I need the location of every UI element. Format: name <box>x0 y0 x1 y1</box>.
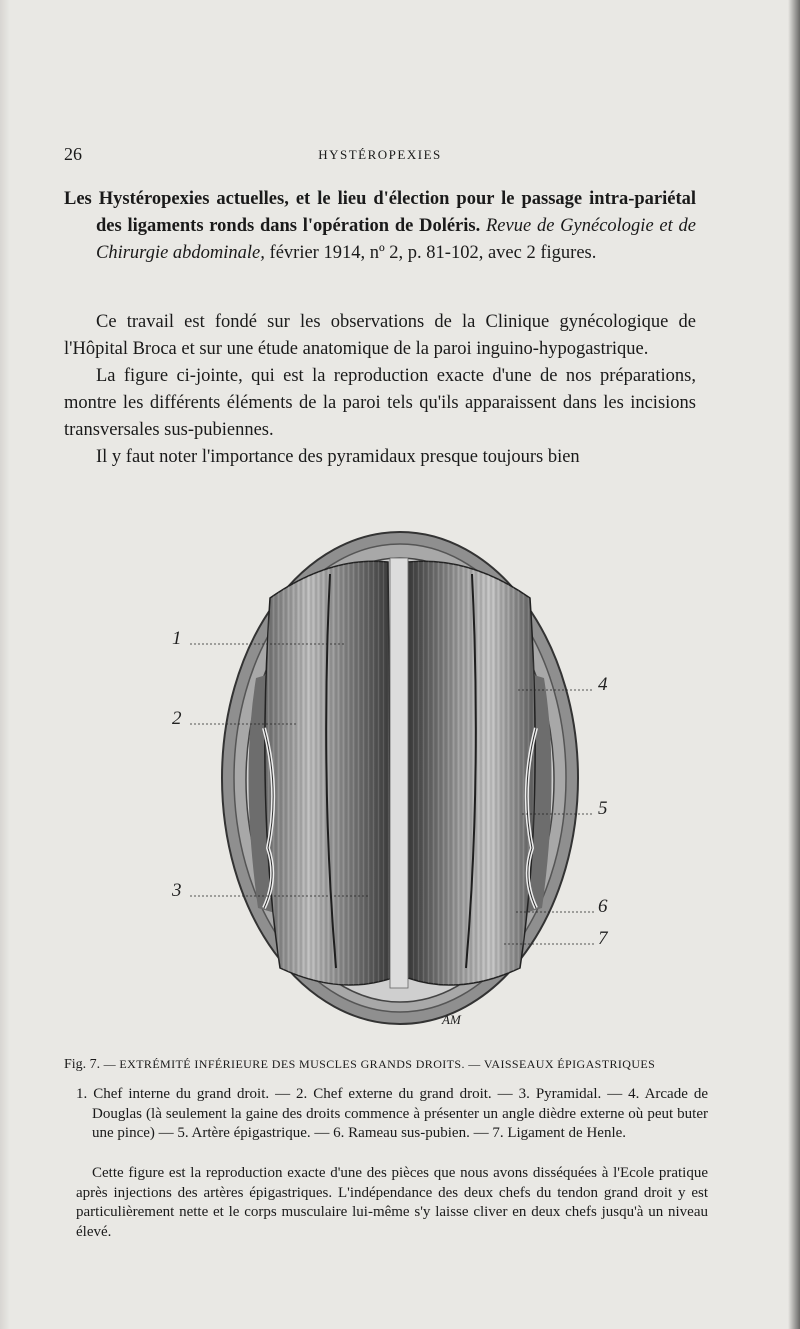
page-header <box>64 144 696 166</box>
publication-details: février 1914, nº 2, p. 81-102, avec 2 figures. <box>269 243 597 263</box>
bibliography-entry <box>64 186 696 267</box>
callout-5: 5 <box>598 798 608 819</box>
journal-name: Revue de Gynécologie et de Chirurgie abdominale, <box>96 216 696 263</box>
paragraph: Ce travail est fondé sur les observations de la Clinique gynécologique de l'Hôpital Broca et sur une étude anatomique de la paroi inguino-hypogastrique. <box>64 312 696 359</box>
anatomical-figure <box>160 528 640 1040</box>
body-text <box>64 309 696 471</box>
paragraph: Il y faut noter l'importance des pyramidaux presque toujours bien <box>96 447 580 467</box>
callout-6: 6 <box>598 896 608 917</box>
callout-4: 4 <box>598 674 608 695</box>
callout-2: 2 <box>172 708 182 729</box>
artist-signature: AM <box>442 1012 461 1027</box>
article-title: Les Hystéropexies actuelles, et le lieu d'élection pour le passage intra-pariétal des ligaments ronds dans l'opération de Doléris. <box>64 189 696 236</box>
caption-text: — EXTRÉMITÉ INFÉRIEURE DES MUSCLES GRANDS DROITS. — VAISSEAUX ÉPIGASTRIQUES <box>103 1057 656 1071</box>
figure-caption <box>64 1057 724 1073</box>
muscle-illustration <box>160 528 640 1040</box>
page-edge-shadow-left <box>0 0 10 1329</box>
callout-7: 7 <box>598 928 608 949</box>
callout-1: 1 <box>172 628 182 649</box>
paragraph: La figure ci-jointe, qui est la reproduction exacte d'une de nos préparations, montre les différents éléments de la paroi tels qu'ils apparaissent dans les incisions transversales sus-pubiennes. <box>64 366 696 440</box>
page-edge-shadow-right <box>788 0 800 1329</box>
figure-note: Cette figure est la reproduction exacte d'une des pièces que nous avons disséquées à l'Ecole pratique après injections des artères épigastriques. L'indépendance des deux chefs du tendon grand droit y est particulièrement nette et le corps musculaire lui-même s'y laisse cliver en deux chefs jusqu'à un niveau élevé. <box>76 1165 708 1240</box>
running-title: HYSTÉROPEXIES <box>318 147 442 162</box>
figure-legend: 1. Chef interne du grand droit. — 2. Chef externe du grand droit. — 3. Pyramidal. — 4. Arcade de Douglas (là seulement la gaine des droits commence à présenter un angle dièdre externe où peut buter une pince) — 5. Artère épigastrique. — 6. Rameau sus-pubien. — 7. Ligament de Henle. <box>76 1086 708 1141</box>
linea-alba <box>390 558 408 988</box>
page-number: 26 <box>64 144 82 164</box>
callout-3: 3 <box>172 880 182 901</box>
figure-label: Fig. 7. <box>64 1057 101 1072</box>
